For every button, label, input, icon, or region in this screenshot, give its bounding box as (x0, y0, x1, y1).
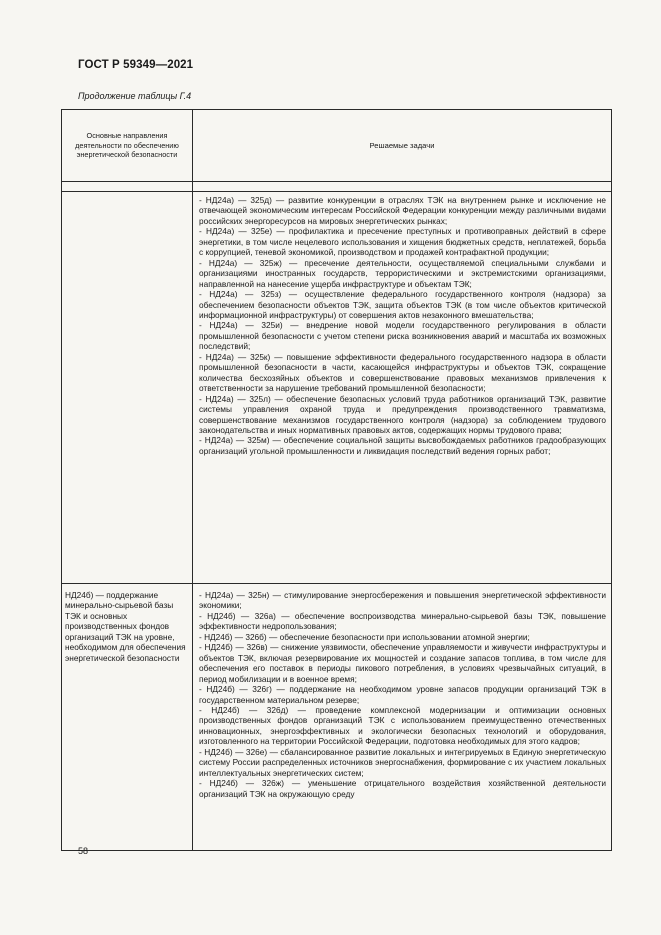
column-header-directions: Основные направления деятельности по обеспечению энергетической безопасности (62, 110, 193, 182)
task-item: - НД24а) — 325н) — стимулирование энергосбережения и повышения энергетической эффективности экономики; (199, 590, 606, 611)
task-item: - НД24а) — 325к) — повышение эффективности федерального государственного надзора в области промышленной безопасности в части, касающейся инфраструктуры и объектов ТЭК, сокращение количества бесхозяйных объектов и совершенствование правовых механизмов привлечения к ответственности за нарушение требований промышленной безопасности; (199, 351, 606, 394)
direction-cell: НД24б) — поддержание минерально-сырьевой базы ТЭК и основных производственных фондов организаций ТЭК на уровне, необходимом для обеспечения энергетической безопасности (62, 584, 193, 851)
task-item: - НД24б) — 326г) — поддержание на необходимом уровне запасов продукции организаций ТЭК в государственном материальном резерве; (199, 684, 606, 705)
task-item: - НД24б) — 326ж) — уменьшение отрицательного воздействия хозяйственной деятельности организаций ТЭК на окружающую среду (199, 778, 606, 799)
page-number: 58 (78, 846, 89, 856)
table-header-row (62, 110, 612, 182)
document-code: ГОСТ Р 59349—2021 (78, 59, 194, 71)
task-item: - НД24б) — 326б) — обеспечение безопасности при использовании атомной энергии; (199, 631, 530, 642)
task-item: - НД24б) — 326в) — снижение уязвимости, обеспечение управляемости и живучести инфраструктуры и объектов ТЭК, включая резервирование их мощностей и создание запасов топлива, в том числе для обеспечения его поставок в периоды пикового потребления, в условиях чрезвычайных ситуаций, в период мобилизации и в военное время; (199, 642, 606, 684)
task-item: - НД24б) — 326д) — проведение комплексной модернизации и оптимизации основных производственных фондов организаций ТЭК с использованием преимущественно отечественных инновационных, энергоэффективных и экологически безопасных технологий и оборудования, изготовленного на территории Российской Федерации, подготовка необходимых для этого кадров; (199, 704, 606, 747)
table-spacer-row (62, 182, 612, 192)
task-item: - НД24а) — 325е) — профилактика и пресечение преступных и противоправных действий в сфере энергетики, в том числе нецелевого использования и хищения бюджетных средств, неплатежей, борьба с коррупцией, теневой экономикой, производством и продажей контрафактной продукции; (199, 226, 606, 258)
tasks-table (61, 109, 612, 851)
task-item: - НД24а) — 325з) — осуществление федерального государственного контроля (надзора) за обеспечением безопасности объектов ТЭК, защита объектов ТЭК (в том числе объектов критической информационной инфраструктуры) от совершения актов незаконного вмешательства; (199, 289, 606, 320)
direction-cell (62, 192, 193, 584)
task-item: - НД24а) — 325ж) — пресечение деятельности, осуществляемой специальными службами и организациями иностранных государств, террористическими и экстремистскими организациями, направленной на нанесение ущерба инфраструктуре и объектам ТЭК; (199, 257, 606, 289)
table-row (62, 584, 612, 851)
task-item: - НД24б) — 326а) — обеспечение воспроизводства минерально-сырьевой базы ТЭК, повышение эффективности недропользования; (199, 610, 606, 632)
table-row (62, 192, 612, 584)
task-item: - НД24а) — 325м) — обеспечение социальной защиты высвобождаемых работников градообразующих организаций угольной промышленности и ликвидация последствий ведения горных работ; (199, 435, 606, 456)
task-item: - НД24б) — 326е) — сбалансированное развитие локальных и интегрируемых в Единую энергетическую систему России распределенных источников энергоснабжения, формирование с их участием локальных интеллектуальных энергетических систем; (199, 746, 606, 778)
table-continuation-caption: Продолжение таблицы Г.4 (78, 91, 192, 101)
task-item: - НД24а) — 325и) — внедрение новой модели государственного регулирования в области промышленной безопасности с учетом степени риска возникновения аварий и масштаба их возможных последствий; (199, 320, 606, 352)
tasks-cell (193, 584, 612, 851)
column-header-tasks: Решаемые задачи (193, 110, 612, 182)
task-item: - НД24а) — 325д) — развитие конкуренции в отраслях ТЭК на внутреннем рынке и исключение не отвечающей экономическим интересам Российской Федерации конкуренции между различными видами российских энергоресурсов на мировых энергетических рынках; (199, 195, 606, 226)
tasks-cell (193, 192, 612, 584)
task-item: - НД24а) — 325л) — обеспечение безопасных условий труда работников организаций ТЭК, развитие системы управления охраной труда и предупреждения производственного травматизма, совершенствование механизмов государственного контроля (надзора) за соблюдением трудового законодательства и иных нормативных правовых актов, содержащих нормы трудового права; (199, 393, 606, 435)
